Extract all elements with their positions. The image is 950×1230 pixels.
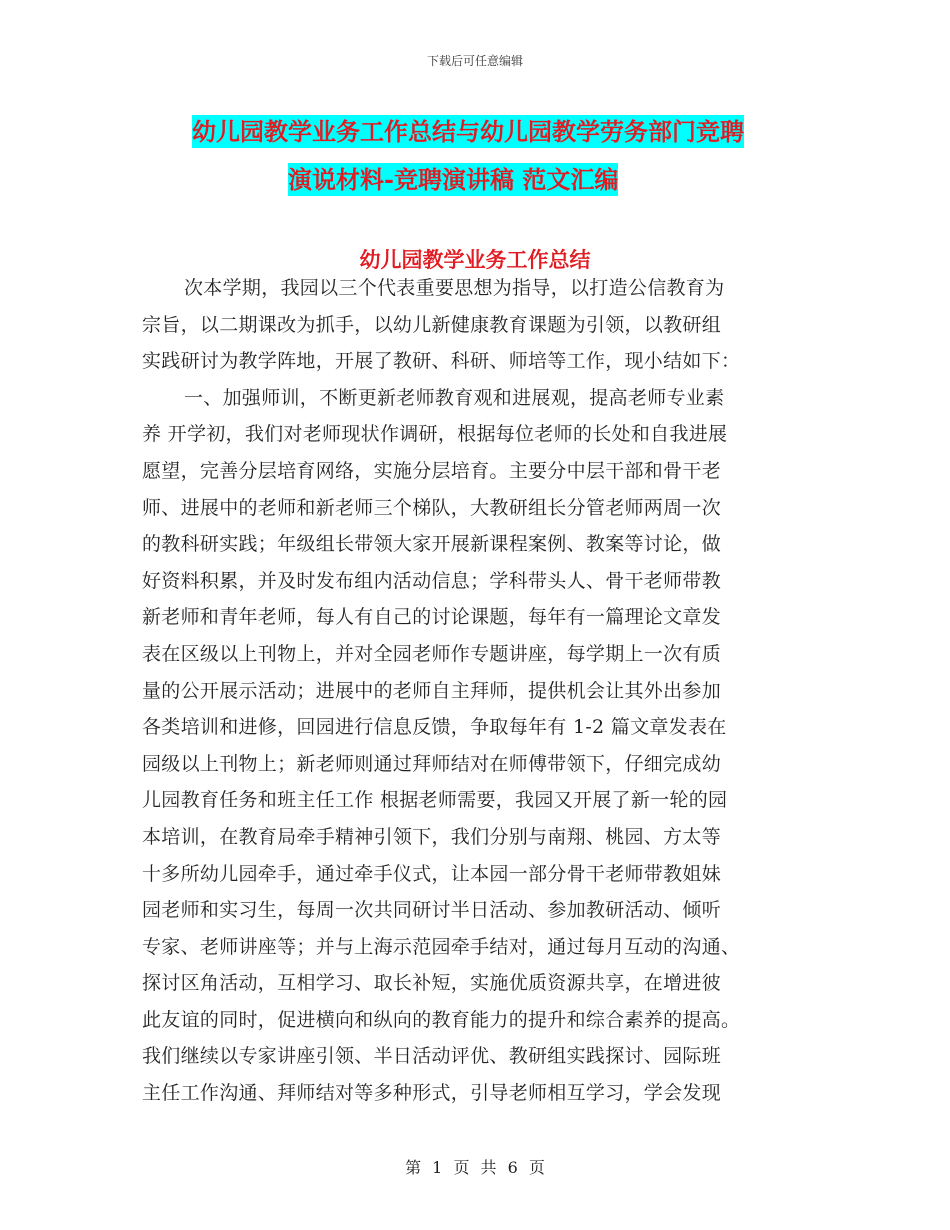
body-line: 量的公开展示活动；进展中的老师自主拜师，提供机会让其外出参加 [142,679,722,702]
body-line: 专家、老师讲座等；并与上海示范园牵手结对，通过每月互动的沟通、 [142,935,741,958]
body-line: 的教科研实践；年级组长带领大家开展新课程案例、教案等讨论，做 [142,533,722,556]
body-line: 儿园教育任务和班主任工作 根据老师需要，我园又开展了新一轮的园 [142,789,728,812]
header-note: 下载后可任意编辑 [426,54,523,68]
body-line: 新老师和青年老师，每人有自己的讨论课题，每年有一篇理论文章发 [142,606,722,629]
body-line: 十多所幼儿园牵手，通过牵手仪式，让本园一部分骨干老师带教姐妹 [142,862,722,885]
main-title-line-1-text: 幼儿园教学业务工作总结与幼儿园教学劳务部门竞聘 [192,117,744,146]
body-line: 宗旨，以二期课改为抓手，以幼儿新健康教育课题为引领，以教研组 [142,313,722,336]
main-title-line-1 [140,108,810,156]
body-line: 师、进展中的老师和新老师三个梯队，大教研组长分管老师两周一次 [142,496,722,519]
body-line: 实践研讨为教学阵地，开展了教研、科研、师培等工作，现小结如下： [142,350,741,373]
body-line: 本培训，在教育局牵手精神引领下，我们分别与南翔、桃园、方太等 [142,825,722,848]
body-line: 园老师和实习生，每周一次共同研讨半日活动、参加教研活动、倾听 [142,899,722,922]
body-line: 主任工作沟通、拜师结对等多种形式，引导老师相互学习，学会发现 [142,1082,722,1105]
main-title-line-2-text: 演说材料-竞聘演讲稿 范文汇编 [288,165,619,194]
body-line: 我们继续以专家讲座引领、半日活动评优、教研组实践探讨、园际班 [142,1045,722,1068]
body-line: 园级以上刊物上；新老师则通过拜师结对在师傅带领下，仔细完成幼 [142,752,722,775]
body-line: 次本学期，我园以三个代表重要思想为指导，以打造公信教育为 [184,277,725,299]
body-line: 各类培训和进修，回园进行信息反馈，争取每年有 1-2 篇文章发表在 [142,716,727,739]
body-text [142,270,808,1112]
main-title [140,108,810,204]
body-line: 此友谊的同时，促进横向和纵向的教育能力的提升和综合素养的提高。 [142,1008,741,1031]
main-title-line-2 [140,156,810,204]
section-title: 幼儿园教学业务工作总结 [359,247,591,272]
body-line: 表在区级以上刊物上，并对全园老师作专题讲座，每学期上一次有质 [142,642,722,665]
body-line: 养 开学初，我们对老师现状作调研，根据每位老师的长处和自我进展 [142,423,728,446]
page-footer: 第 1 页 共 6 页 [405,1158,545,1177]
body-line: 好资料积累，并及时发布组内活动信息；学科带头人、骨干老师带教 [142,569,722,592]
body-line: 探讨区角活动，互相学习、取长补短，实施优质资源共享，在增进彼 [142,972,722,995]
body-line: 一、加强师训，不断更新老师教育观和进展观，提高老师专业素 [184,386,725,409]
body-line: 愿望，完善分层培育网络，实施分层培育。主要分中层干部和骨干老 [142,459,722,482]
